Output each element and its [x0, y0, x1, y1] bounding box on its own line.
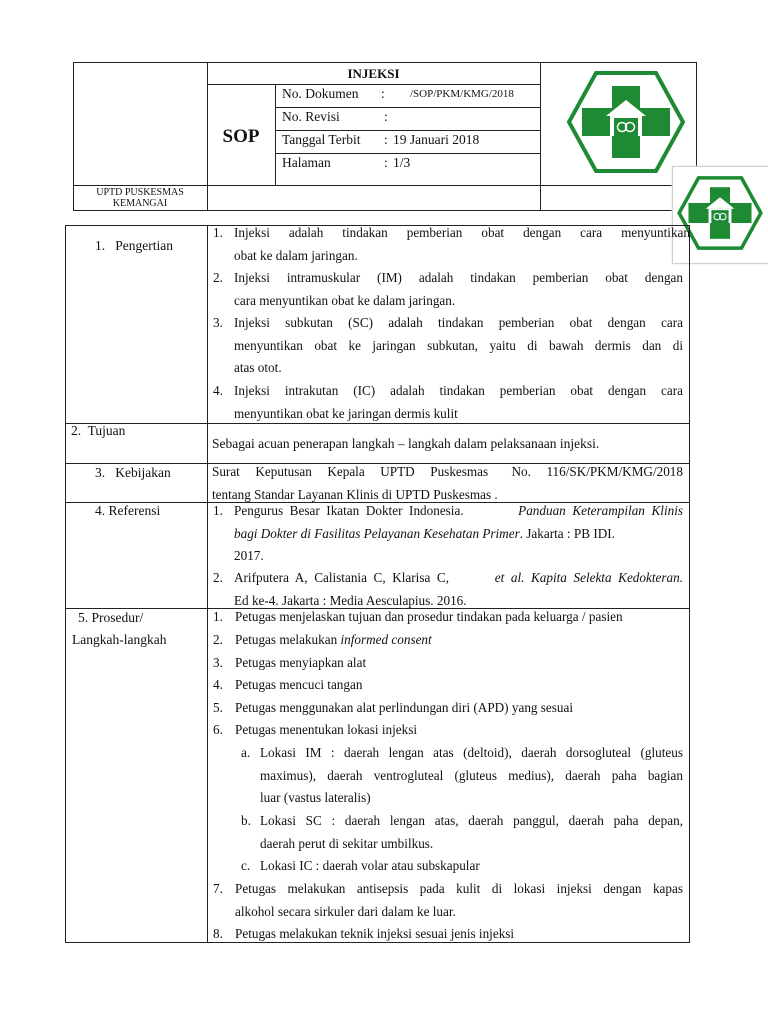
section-label-tujuan: 2. Tujuan [71, 423, 126, 438]
substep-text: luar (vastus lateralis) [260, 790, 371, 805]
item-text: Injeksi intrakutan (IC) adalah tindakan pemberian obat dengan cara [234, 383, 683, 398]
step-number: 4. [213, 677, 223, 692]
organization-line: KEMANGAI [112, 198, 168, 209]
step-number: 6. [213, 722, 223, 737]
field-separator: : [384, 155, 388, 170]
substep-text: maximus), daerah ventrogluteal (gluteus medius), daerah paha bagian [260, 767, 683, 783]
step-text-italic: informed consent [340, 632, 432, 647]
kebijakan-line: tentang Standar Layanan Klinis di UPTD Puskesmas . [212, 486, 498, 502]
reference-title: bagi Dokter di Fasilitas Pelayanan Kesehatan Primer [234, 525, 520, 541]
step-number: 5. [213, 700, 223, 715]
substep-text: Lokasi IM : daerah lengan atas (deltoid), daerah dorsogluteal (gluteus [260, 745, 683, 760]
tujuan-text: Sebagai acuan penerapan langkah – langkah dalam pelaksanaan injeksi. [212, 436, 600, 451]
item-number: 3. [213, 315, 223, 330]
field-value-document-number: /SOP/PKM/KMG/2018 [410, 88, 514, 100]
reference-line: 2017. [234, 548, 264, 563]
reference-line [234, 567, 683, 590]
step-number: 3. [213, 655, 223, 670]
item-text: atas otot. [234, 360, 282, 375]
kebijakan-line: Surat Keputusan Kepala UPTD Puskesmas No. 116/SK/PKM/KMG/2018 [212, 464, 683, 479]
organization-line: UPTD PUSKESMAS [96, 187, 184, 198]
document-title: INJEKSI [347, 66, 400, 81]
reference-text: Pengurus Besar Ikatan Dokter Indonesia. [234, 503, 464, 518]
logo-overlay-box [672, 166, 768, 264]
item-text: Injeksi adalah tindakan pemberian obat dengan cara menyuntikan [234, 225, 690, 240]
section-label-prosedur: 5. Prosedur/ [78, 610, 144, 625]
substep-letter: c. [241, 858, 251, 873]
step-text: Petugas melakukan teknik injeksi sesuai jenis injeksi [235, 926, 515, 941]
step-text: Petugas melakukan antisepsis pada kulit di lokasi injeksi dengan kapas [235, 881, 683, 896]
step-text-part: Petugas melakukan [235, 632, 341, 647]
step-text: Petugas mencuci tangan [235, 677, 363, 692]
item-number: 2. [213, 570, 223, 585]
field-separator: : [381, 86, 385, 101]
step-text [235, 629, 684, 652]
item-text: Injeksi intramuskular (IM) adalah tindakan pemberian obat dengan [234, 270, 683, 285]
item-text: cara menyuntikan obat ke dalam jaringan. [234, 292, 456, 308]
step-number: 8. [213, 926, 223, 941]
field-label: Tanggal Terbit [282, 132, 361, 147]
field-separator: : [384, 132, 388, 147]
substep-text: Lokasi IC : daerah volar atau subskapular [260, 858, 480, 873]
substep-letter: a. [241, 745, 251, 760]
step-text: Petugas menjelaskan tujuan dan prosedur tindakan pada keluarga / pasien [235, 609, 623, 624]
item-text: menyuntikan obat ke jaringan dermis kulit [234, 405, 458, 421]
reference-line: Ed ke-4. Jakarta : Media Aesculapius. 2016. [234, 592, 467, 608]
step-text: Petugas menentukan lokasi injeksi [235, 722, 418, 737]
field-label: Halaman [282, 155, 331, 170]
item-number: 4. [213, 383, 223, 398]
section-label-kebijakan: 3. Kebijakan [95, 465, 171, 480]
reference-text: Arifputera A, Calistania C, Klarisa C, [234, 570, 449, 585]
field-separator: : [384, 109, 388, 124]
substep-text: Lokasi SC : daerah lengan atas, daerah panggul, daerah paha depan, [260, 813, 683, 828]
reference-text: . Jakarta : PB IDI. [519, 525, 615, 541]
section-label-pengertian: 1. Pengertian [95, 238, 173, 253]
organization-name [73, 187, 207, 209]
substep-letter: b. [241, 813, 251, 828]
step-number: 7. [213, 881, 223, 896]
puskesmas-logo [566, 70, 686, 174]
field-label: No. Dokumen [282, 86, 359, 101]
step-text: Petugas menyiapkan alat [235, 655, 367, 670]
item-number: 2. [213, 270, 223, 285]
reference-title: et al. Kapita Selekta Kedokteran. [494, 570, 683, 585]
reference-title: Panduan Keterampilan Klinis [518, 503, 683, 518]
step-number: 1. [213, 609, 223, 624]
item-number: 1. [213, 503, 223, 518]
sop-label: SOP [222, 126, 260, 147]
step-text: Petugas menggunakan alat perlindungan diri (APD) yang sesuai [235, 700, 574, 715]
step-number: 2. [213, 632, 223, 647]
section-label-langkah: Langkah-langkah [72, 632, 167, 647]
item-text: obat ke dalam jaringan. [234, 247, 358, 263]
reference-line [234, 500, 683, 523]
step-text: alkohol secara sirkuler dari dalam ke luar. [235, 903, 456, 919]
item-text: menyuntikan obat ke jaringan subkutan, yaitu di bawah dermis dan di [234, 337, 683, 353]
item-number: 1. [213, 225, 223, 240]
section-label-referensi: 4. Referensi [95, 503, 161, 518]
substep-text: daerah perut di sekitar umbilkus. [260, 835, 434, 851]
field-value-date: 19 Januari 2018 [393, 132, 480, 147]
field-value-page: 1/3 [393, 155, 411, 170]
item-text: Injeksi subkutan (SC) adalah tindakan pemberian obat dengan cara [234, 315, 683, 330]
reference-line [234, 523, 683, 546]
field-label: No. Revisi [282, 109, 340, 124]
